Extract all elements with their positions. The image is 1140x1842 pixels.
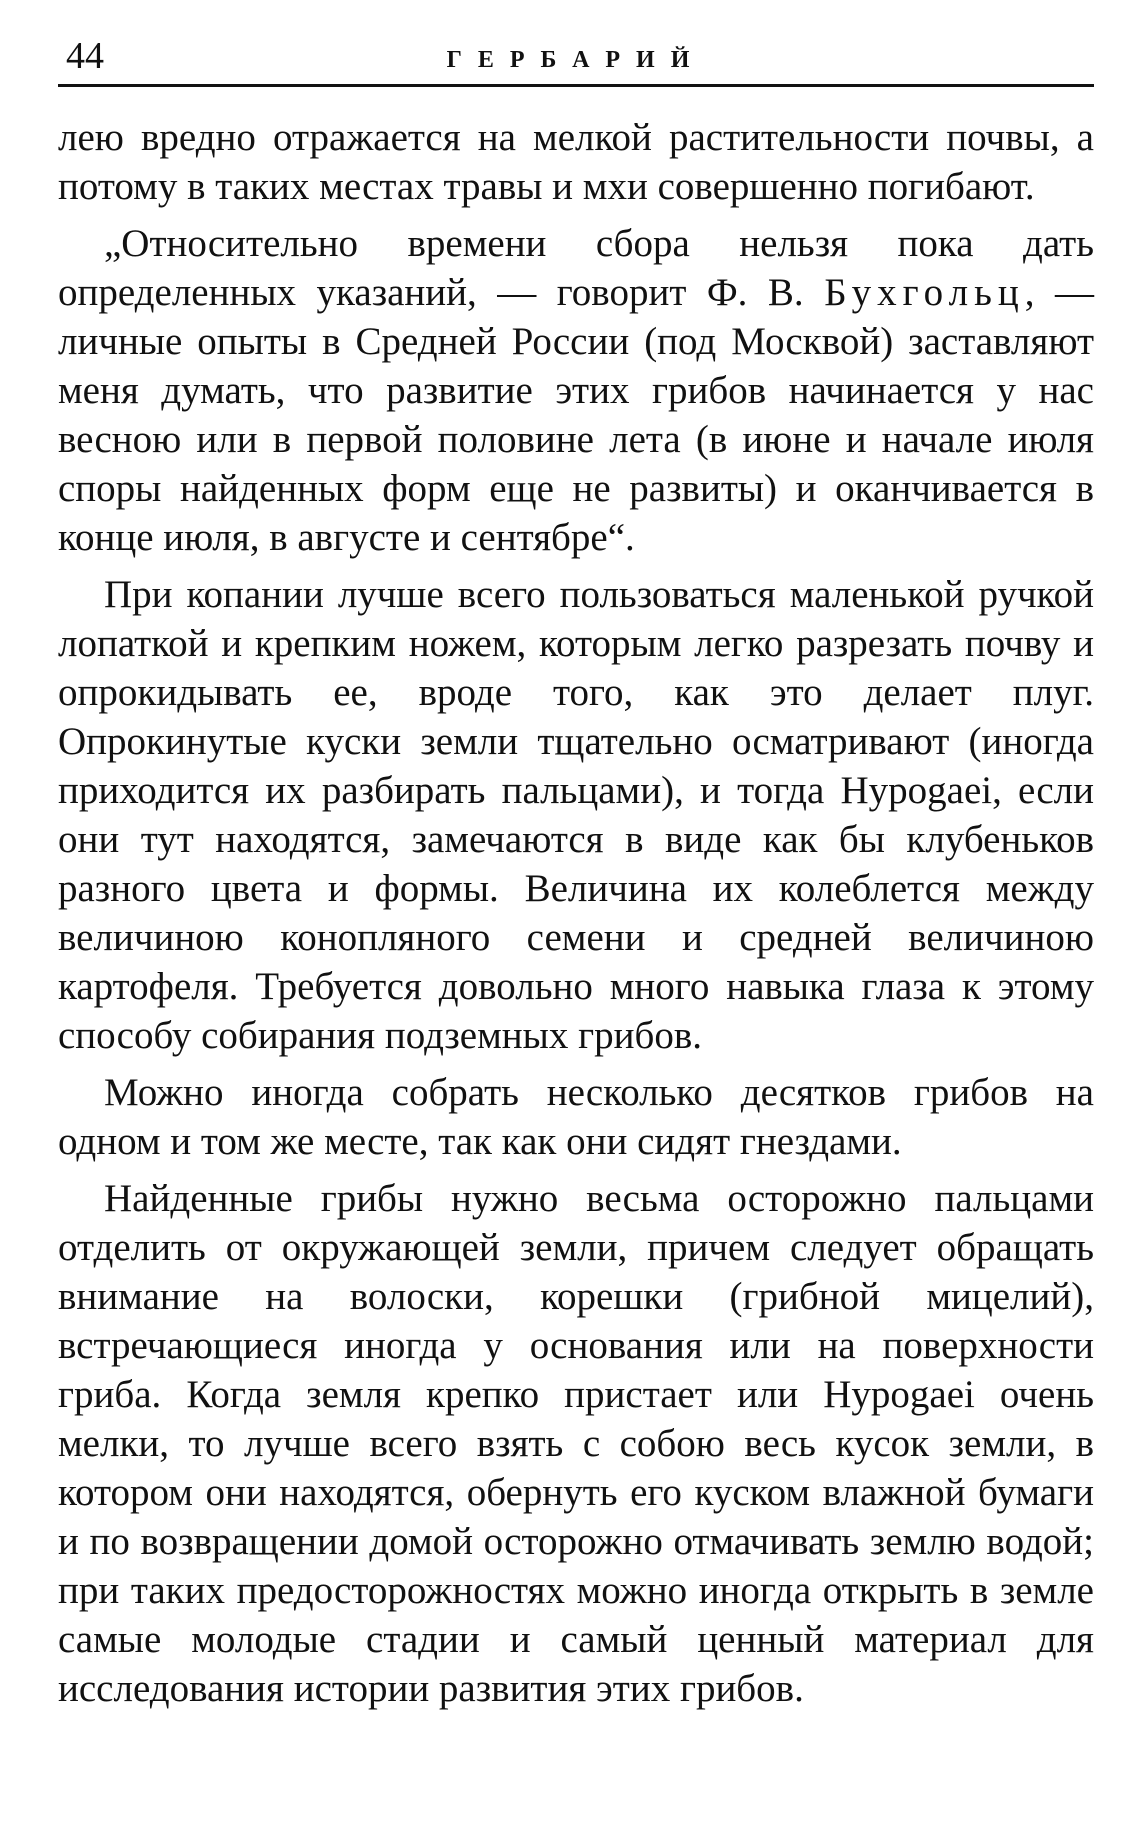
paragraph-3: При копании лучше всего пользоваться маленькой ручкой лопаткой и крепким ножем, которым легко разрезать почву и опрокидывать ее, вроде того, как это делает плуг. Опрокинутые куски земли тщательно осматривают (иногда приходится их разбирать пальцами), и тогда Hypogaei, если они тут находятся, замечаются в виде как бы клубеньков разного цвета и формы. Величина их колеблется между величиною конопляного семени и средней величиною картофеля. Требуется довольно много навыка глаза к этому способу собирания подземных грибов.	[58, 573, 1094, 1057]
book-page	[58, 28, 1094, 1818]
running-title: ГЕРБАРИЙ	[446, 47, 706, 73]
paragraph-2	[58, 219, 1094, 562]
paragraph-5: Найденные грибы нужно весьма осторожно пальцами отделить от окружающей земли, причем следует обращать внимание на волоски, корешки (грибной мицелий), встречающиеся иногда у основания или на поверхности гриба. Когда земля крепко пристает или Hypogaei очень мелки, то лучше всего взять с собою весь кусок земли, в котором они находятся, обернуть его куском влажной бумаги и по возвращении домой осторожно отмачивать землю водой; при таких предосторожностях можно иногда открыть в земле самые молодые стадии и самый ценный материал для исследования истории развития этих грибов.	[58, 1177, 1094, 1710]
paragraph-4: Можно иногда собрать несколько десятков грибов на одном и том же месте, так как они сидят гнездами.	[58, 1071, 1094, 1163]
paragraph-2-text-end: , — личные опыты в Средней России (под Москвой) заставляют меня думать, что развитие этих грибов начинается у нас весною или в первой половине лета (в июне и начале июля споры найденных форм еще не развиты) и оканчивается в конце июля, в августе и сентябре“.	[58, 271, 1094, 559]
page-number: 44	[66, 35, 104, 77]
page-header	[58, 28, 1094, 87]
page-text	[58, 113, 1094, 1713]
paragraph-2-text-start: „Относительно времени сбора нельзя пока дать определенных указаний, — говорит Ф. В.	[58, 222, 1094, 314]
paragraph-1: лею вредно отражается на мелкой растительности почвы, а потому в таких местах травы и мхи совершенно погибают.	[58, 116, 1094, 208]
author-name: Бухгольц	[824, 271, 1025, 314]
